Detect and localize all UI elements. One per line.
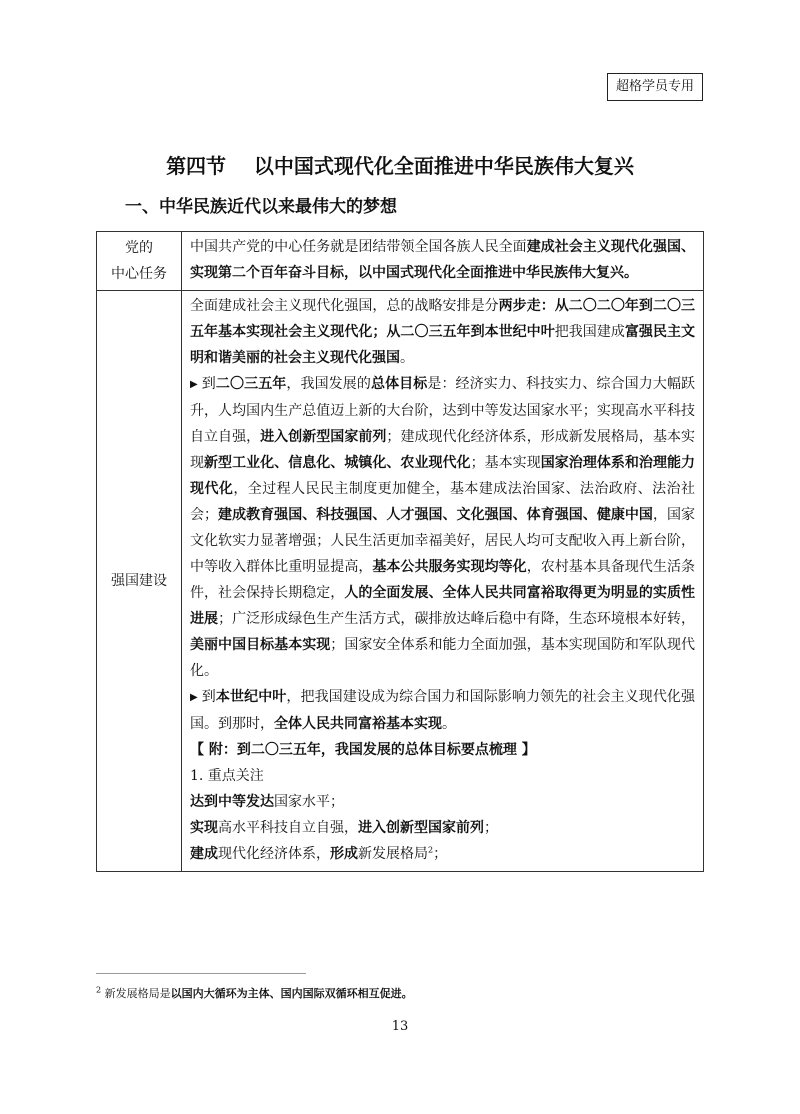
bold-text-run: 全体人民共同富裕基本实现 — [274, 716, 442, 732]
bold-text-run: 基本公共服务实现均等化 — [372, 559, 527, 575]
bold-text-run: 国家治理体系和治理能力现代化 — [190, 455, 696, 497]
bold-text-run: 两步走：从二〇二〇年到二〇三五年基本实现社会主义现代化；从二〇三五年到本世纪中叶 — [190, 298, 696, 340]
bold-text-run: 进入创新型国家前列 — [358, 820, 484, 836]
triangle-bullet-icon: ▶ — [190, 692, 198, 703]
page-number: 13 — [391, 1019, 409, 1034]
text-run: 国家水平； — [274, 794, 344, 810]
text-run: 现代化经济体系， — [218, 846, 330, 862]
triangle-bullet-icon: ▶ — [190, 379, 198, 390]
table-row-strong-nation — [97, 291, 704, 872]
bold-text-run: 二〇三五年 — [215, 376, 287, 392]
bold-text-run: 进入创新型国家前列 — [260, 429, 387, 445]
bold-text-run: 总体目标 — [370, 376, 428, 392]
goal-midcentury-paragraph — [190, 684, 695, 737]
focus-line-a — [190, 789, 695, 815]
text-run: 新发展格局 — [358, 846, 428, 862]
footnote-text: 新发展格局是 — [104, 987, 171, 1000]
row-label-central-task — [97, 232, 182, 291]
text-run: 把我国建成 — [554, 324, 625, 340]
text-run: ，全过程人民民主制度更加健全，基本建成法治国家、法治政府、法治社会； — [190, 481, 696, 523]
bold-text-run: 富强民主文明和谐美丽的社会主义现代化强国 — [190, 324, 696, 366]
bold-text-run: 本世纪中叶 — [215, 689, 287, 705]
content-table — [96, 231, 704, 872]
text-run: ； — [433, 846, 448, 862]
footnote — [96, 985, 413, 1001]
row-label-strong-nation: 强国建设 — [97, 291, 182, 872]
footnote-ref: 2 — [428, 845, 434, 855]
text-run: 。 — [400, 350, 414, 366]
goal-2035-paragraph — [190, 371, 695, 684]
central-task-paragraph — [190, 234, 695, 286]
row-label-line1: 党的 — [125, 240, 153, 256]
text-run: ；建成现代化经济体系，形成新发展格局，基本实现 — [190, 429, 696, 471]
bold-text-run: 新型工业化、信息化、城镇化、农业现代化 — [204, 455, 471, 471]
bold-text-run: 建成教育强国、科技强国、人才强国、文化强国、体育强国、健康中国 — [218, 507, 653, 523]
text-run: ，我国发展的 — [286, 376, 371, 392]
bold-text-run: 形成 — [330, 846, 358, 862]
text-run: 全面建成社会主义现代化强国，总的战略安排是分 — [190, 298, 499, 314]
strategy-paragraph — [190, 293, 695, 371]
text-run: ；基本实现 — [470, 455, 541, 471]
text-run: ；广泛形成绿色生产生活方式，碳排放达峰后稳中有降，生态环境根本好转， — [218, 611, 696, 627]
text-run: ； — [484, 820, 498, 836]
text-run: ；国家安全体系和能力全面加强，基本实现国防和军队现代化。 — [190, 637, 696, 679]
text-run: 是：经济实力、科技实力、综合国力大幅跃升，人均国内生产总值迈上新的大台阶，达到中等发达国家水平；实现高水平科技自立自强， — [190, 376, 696, 445]
bold-text-run: 实现 — [190, 820, 218, 836]
row-content-central-task — [182, 232, 704, 291]
text-run: 。 — [442, 716, 456, 732]
section-title: 第四节 以中国式现代化全面推进中华民族伟大复兴 — [166, 154, 634, 178]
bold-text-run: 建成 — [190, 846, 218, 862]
focus-line-b — [190, 815, 695, 841]
footnote-bold-text: 以国内大循环为主体、国内国际双循环相互促进。 — [170, 987, 413, 1000]
text-run: 到 — [201, 689, 216, 705]
text-run: ，把我国建设成为综合国力和国际影响力领先的社会主义现代化强国。到那时， — [190, 689, 696, 732]
sub-title: 一、中华民族近代以来最伟大的梦想 — [125, 197, 397, 217]
focus-heading: 1. 重点关注 — [190, 768, 264, 784]
row-label-line2: 中心任务 — [111, 266, 167, 282]
text-run: 中国共产党的中心任务就是团结带领全国各族人民全面 — [190, 239, 527, 255]
footnote-marker: 2 — [96, 985, 102, 995]
bold-text-run: 建成社会主义现代化强国、实现第二个百年奋斗目标，以中国式现代化全面推进中华民族伟大复兴。 — [190, 239, 696, 281]
text-run: 到 — [201, 376, 216, 392]
text-run: ，国家文化软实力显著增强；人民生活更加幸福美好，居民人均可支配收入再上新台阶，中等收入群体比重明显提高， — [190, 507, 696, 575]
text-run: ，农村基本具备现代生活条件，社会保持长期稳定， — [190, 559, 696, 601]
focus-line-c — [190, 841, 695, 867]
table-row-central-task — [97, 232, 704, 291]
footnote-divider — [96, 973, 306, 974]
text-run: 高水平科技自立自强， — [218, 820, 358, 836]
bold-text-run: 美丽中国目标基本实现 — [190, 637, 331, 653]
bold-text-run: 人的全面发展、全体人民共同富裕取得更为明显的实质性进展 — [190, 585, 696, 627]
appendix-title: 【 附：到二〇三五年，我国发展的总体目标要点梳理 】 — [190, 742, 536, 758]
row-content-strong-nation — [182, 291, 704, 872]
bold-text-run: 达到中等发达 — [190, 794, 274, 810]
watermark-label: 超格学员专用 — [607, 73, 703, 101]
